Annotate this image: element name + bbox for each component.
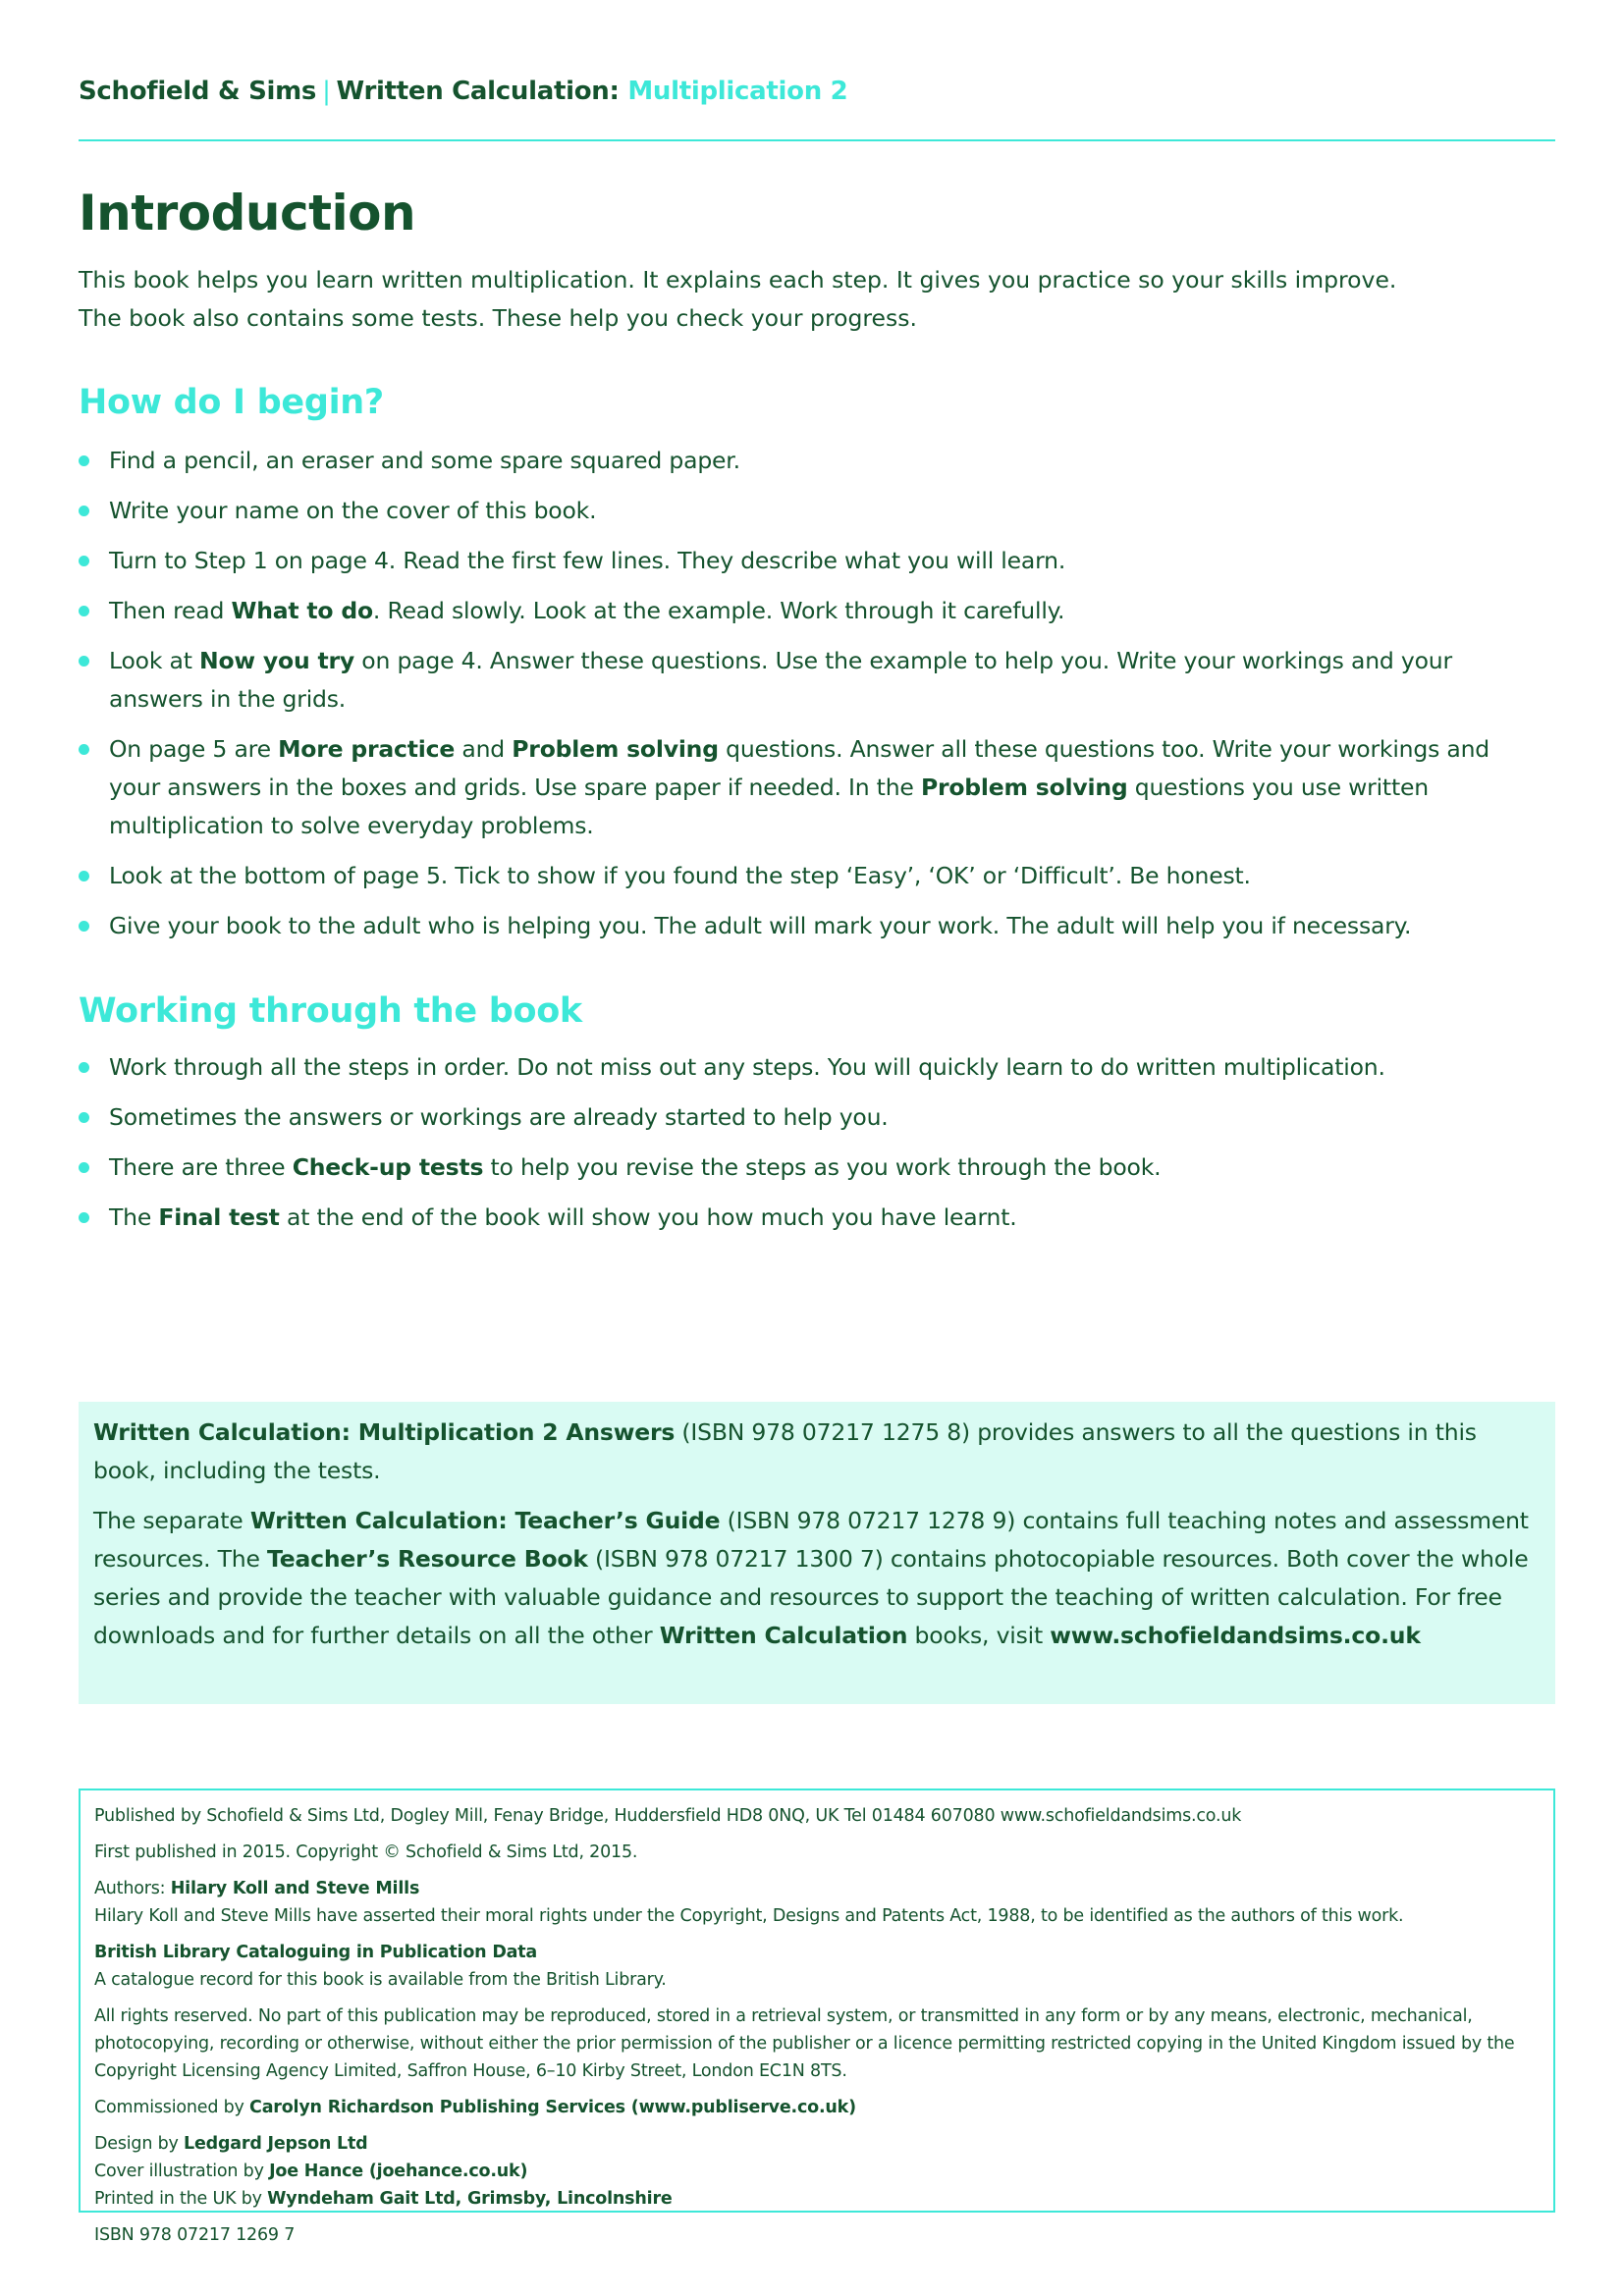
text-segment: Look at the bottom of page 5. Tick to show if you found the step ‘Easy’, ‘OK’ or ‘Difficult’. Be honest. [109, 862, 1251, 889]
list-item [79, 542, 1532, 580]
bold-text: www.schofieldandsims.co.uk [1050, 1622, 1421, 1649]
text-segment: Then read [109, 597, 232, 624]
list-item [79, 1048, 1555, 1087]
text-segment: questions. Answer all these questions too. Write your workings and your answers in the boxes and grids. Use spare paper if needed. In the [109, 735, 1490, 801]
bullet-icon [79, 921, 89, 932]
text-segment: . Read slowly. Look at the example. Work through it carefully. [372, 597, 1065, 624]
bullet-icon [79, 1212, 89, 1223]
text-segment: There are three [109, 1153, 293, 1181]
text-segment: Cover illustration by [94, 2162, 270, 2181]
text-segment: Sometimes the answers or workings are already started to help you. [109, 1103, 889, 1131]
text-segment: Turn to Step 1 on page 4. Read the first few lines. They describe what you will learn. [109, 547, 1066, 574]
text-segment: Work through all the steps in order. Do not miss out any steps. You will quickly learn to do written multiplication. [109, 1053, 1385, 1081]
publisher-name: Schofield & Sims [79, 77, 317, 106]
bold-text: Final test [158, 1203, 280, 1231]
intro-line: The book also contains some tests. These help you check your progress. [79, 304, 917, 332]
text-segment: First published in 2015. Copyright © Schofield & Sims Ltd, 2015. [94, 1842, 638, 1862]
text-segment: Commissioned by [94, 2098, 250, 2117]
list-item [79, 1199, 1555, 1237]
bold-text: Problem solving [512, 735, 719, 763]
text-segment: A catalogue record for this book is available from the British Library. [94, 1970, 667, 1990]
text-segment: books, visit [907, 1622, 1051, 1649]
list-item [79, 642, 1532, 719]
resources-info-box [79, 1402, 1555, 1704]
text-segment: The separate [93, 1507, 250, 1534]
paragraph [94, 1966, 1540, 1994]
bullet-icon [79, 1112, 89, 1123]
paragraph [94, 2130, 1540, 2158]
header-separator: | [322, 77, 331, 106]
bold-text: Check-up tests [292, 1153, 484, 1181]
bold-text: More practice [278, 735, 456, 763]
text-segment: (ISBN 978 07217 1278 9) contains full teaching notes and assessment resources. The [93, 1507, 1529, 1573]
bullet-icon [79, 744, 89, 755]
list-item [79, 730, 1532, 845]
bullet-icon [79, 455, 89, 466]
bold-text: Written Calculation: Multiplication 2 Answers [93, 1418, 676, 1446]
text-segment: and [455, 735, 513, 763]
text-segment: to help you revise the steps as you work through the book. [483, 1153, 1162, 1181]
text-segment: questions you use written multiplication to solve everyday problems. [109, 774, 1429, 839]
list-item [79, 857, 1532, 895]
text-segment: at the end of the book will show you how much you have learnt. [279, 1203, 1017, 1231]
list-item [79, 1098, 1555, 1137]
bullet-icon [79, 556, 89, 566]
paragraph [94, 1802, 1540, 1830]
bullet-icon [79, 1062, 89, 1073]
bold-text: British Library Cataloguing in Publication Data [94, 1943, 538, 1962]
intro-paragraph [79, 261, 1555, 338]
text-segment: The [109, 1203, 159, 1231]
text-segment: Published by Schofield & Sims Ltd, Dogley Mill, Fenay Bridge, Huddersfield HD8 0NQ, UK Tel 01484 607080 www.schofieldandsims.co.uk [94, 1806, 1242, 1826]
text-segment: Look at [109, 647, 199, 674]
bold-text: Ledgard Jepson Ltd [184, 2134, 368, 2154]
text-segment: Authors: [94, 1879, 171, 1898]
bold-text: Teacher’s Resource Book [267, 1545, 588, 1573]
bold-text: What to do [231, 597, 373, 624]
list-item [79, 592, 1532, 630]
book-title: Multiplication 2 [627, 77, 848, 106]
intro-line: This book helps you learn written multiplication. It explains each step. It gives you practice so your skills improve. [79, 266, 1397, 294]
paragraph [93, 1414, 1541, 1490]
imprint-box [79, 1789, 1555, 2245]
paragraph [94, 2221, 1540, 2249]
text-segment: Find a pencil, an eraser and some spare squared paper. [109, 447, 740, 474]
bold-text: Joe Hance (joehance.co.uk) [269, 2162, 528, 2181]
text-segment: Give your book to the adult who is helping you. The adult will mark your work. The adult will help you if necessary. [109, 912, 1412, 939]
text-segment: on page 4. Answer these questions. Use the example to help you. Write your workings and your answers in the grids. [109, 647, 1452, 713]
paragraph [94, 1875, 1540, 1902]
bold-text: Carolyn Richardson Publishing Services (www.publiserve.co.uk) [249, 2098, 856, 2117]
bullet-icon [79, 871, 89, 881]
list-item [79, 907, 1532, 945]
text-segment: Design by [94, 2134, 185, 2154]
paragraph [93, 1502, 1541, 1655]
text-segment: Write your name on the cover of this book. [109, 497, 597, 524]
working-list [79, 1048, 1555, 1249]
bold-text: Wyndeham Gait Ltd, Grimsby, Lincolnshire [267, 2189, 673, 2209]
text-segment: All rights reserved. No part of this publication may be reproduced, stored in a retrieval system, or transmitted in any form or by any means, electronic, mechanical, photocopying, recording or otherwise, without either the prior permission of the publisher or a licence permitting restricted copying in the United Kingdom issued by the Copyright Licensing Agency Limited, Saffron House, 6–10 Kirby Street, London EC1N 8TS. [94, 2006, 1515, 2081]
list-item [79, 492, 1532, 530]
paragraph [94, 1839, 1540, 1866]
text-segment: ISBN 978 07217 1269 7 [94, 2225, 296, 2245]
text-segment: Hilary Koll and Steve Mills have asserted their moral rights under the Copyright, Designs and Patents Act, 1988, to be identified as the authors of this work. [94, 1906, 1404, 1926]
bullet-icon [79, 656, 89, 667]
bullet-icon [79, 506, 89, 516]
text-segment: (ISBN 978 07217 1300 7) contains photocopiable resources. Both cover the whole series and provide the teacher with valuable guidance and resources to support the teaching of written calculation. For free downloads and for further details on all the other [93, 1545, 1529, 1649]
bold-text: Written Calculation [659, 1622, 908, 1649]
paragraph [94, 2094, 1540, 2121]
series-name: Written Calculation: [336, 77, 620, 106]
bold-text: Now you try [199, 647, 355, 674]
paragraph [94, 1902, 1540, 1930]
bullet-icon [79, 1162, 89, 1173]
paragraph [94, 2158, 1540, 2185]
paragraph [94, 1939, 1540, 1966]
running-header [79, 77, 847, 106]
header-divider [79, 139, 1555, 141]
paragraph [94, 2185, 1540, 2213]
begin-list [79, 442, 1532, 957]
section-heading-working: Working through the book [79, 991, 582, 1031]
section-heading-begin: How do I begin? [79, 383, 384, 422]
text-segment: (ISBN 978 07217 1275 8) provides answers to all the questions in this book, including the tests. [93, 1418, 1477, 1484]
list-item [79, 1148, 1555, 1187]
bold-text: Hilary Koll and Steve Mills [170, 1879, 420, 1898]
paragraph [94, 2002, 1540, 2085]
bold-text: Problem solving [920, 774, 1128, 801]
text-segment: Printed in the UK by [94, 2189, 268, 2209]
bullet-icon [79, 606, 89, 616]
text-segment: On page 5 are [109, 735, 279, 763]
page-title: Introduction [79, 185, 416, 241]
list-item [79, 442, 1532, 480]
bold-text: Written Calculation: Teacher’s Guide [249, 1507, 721, 1534]
